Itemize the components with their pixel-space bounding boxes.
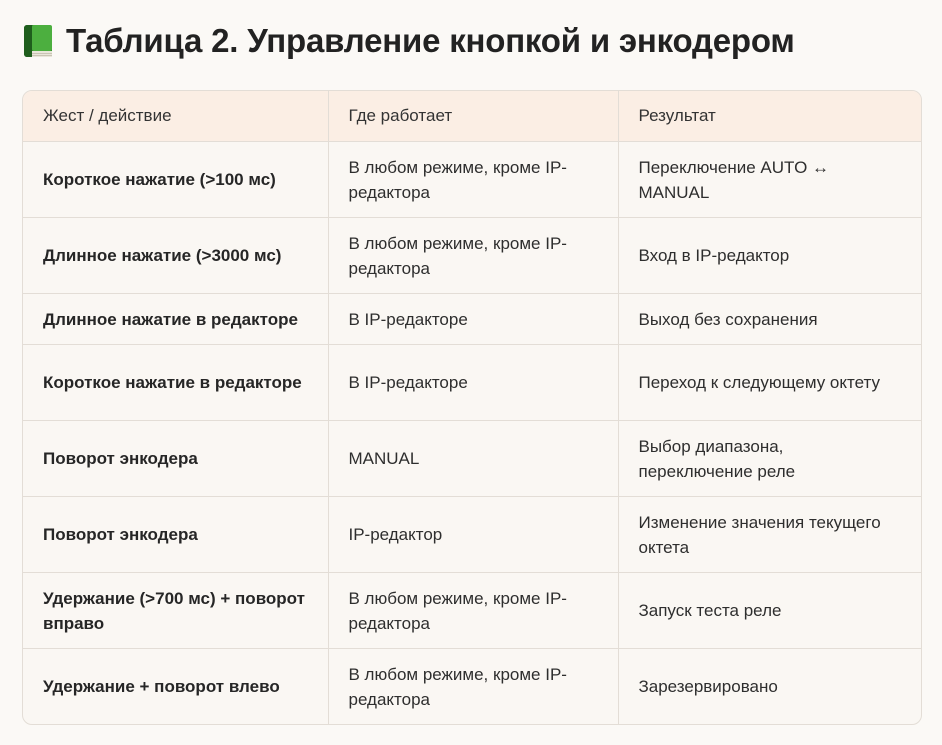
cell-result: Запуск теста реле xyxy=(618,573,921,649)
cell-where: В любом режиме, кроме IP-редактора xyxy=(328,218,618,294)
cell-gesture: Короткое нажатие (>100 мс) xyxy=(43,170,276,189)
cell-result: Зарезервировано xyxy=(618,649,921,725)
table-row xyxy=(23,218,921,294)
cell-result: Переход к следующему октету xyxy=(618,345,921,421)
table-header-row xyxy=(23,91,921,142)
cell-where: В IP-редакторе xyxy=(328,345,618,421)
cell-where: В любом режиме, кроме IP-редактора xyxy=(328,573,618,649)
cell-result: Выход без сохранения xyxy=(618,294,921,345)
cell-gesture: Короткое нажатие в редакторе xyxy=(23,345,328,421)
header-where: Где работает xyxy=(328,91,618,142)
cell-where: MANUAL xyxy=(328,421,618,497)
cell-gesture: Удержание (>700 мс) + поворот вправо xyxy=(23,573,328,649)
header-gesture: Жест / действие xyxy=(23,91,328,142)
cell-where: В любом режиме, кроме IP-редактора xyxy=(328,649,618,725)
header-result: Результат xyxy=(618,91,921,142)
cell-gesture: Поворот энкодера xyxy=(23,497,328,573)
cell-gesture: Удержание + поворот влево xyxy=(23,649,328,725)
green-book-icon xyxy=(22,24,54,58)
cell-where: В IP-редакторе xyxy=(328,294,618,345)
cell-result: Изменение значения текущего октета xyxy=(618,497,921,573)
page-header xyxy=(22,18,795,64)
table-row xyxy=(23,294,921,345)
cell-gesture: Длинное нажатие (>3000 мс) xyxy=(23,218,328,294)
table-row xyxy=(23,142,921,218)
table-row xyxy=(23,573,921,649)
cell-where: IP-редактор xyxy=(328,497,618,573)
table-row xyxy=(23,649,921,725)
cell-result: Вход в IP-редактор xyxy=(618,218,921,294)
table-row xyxy=(23,497,921,573)
cell-result: Переключение AUTO ↔ MANUAL xyxy=(618,142,921,218)
controls-table xyxy=(22,90,922,725)
cell-gesture: Длинное нажатие в редакторе xyxy=(23,294,328,345)
page-title: Таблица 2. Управление кнопкой и энкодером xyxy=(66,22,795,59)
table-row xyxy=(23,421,921,497)
cell-result: Выбор диапазона, переключение реле xyxy=(618,421,921,497)
cell-where: В любом режиме, кроме IP-редактора xyxy=(328,142,618,218)
cell-gesture: Поворот энкодера xyxy=(23,421,328,497)
table-row xyxy=(23,345,921,421)
